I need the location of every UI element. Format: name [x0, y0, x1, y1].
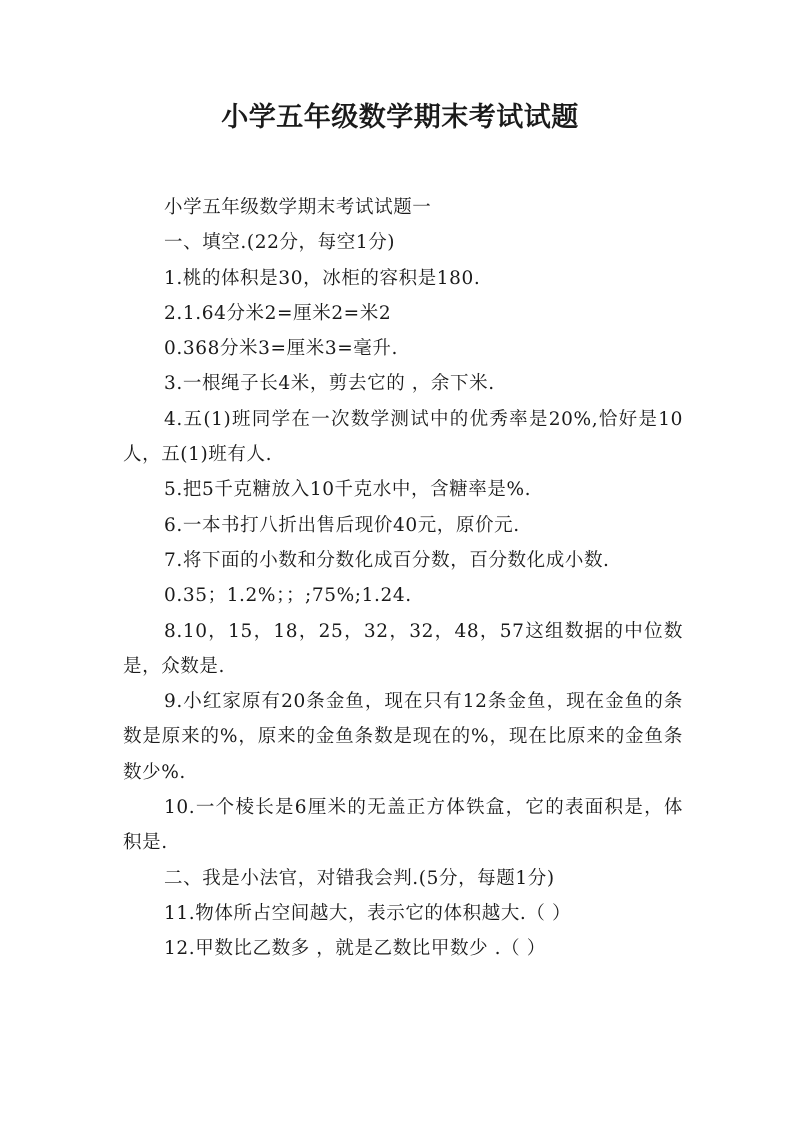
question-7-values: 0.35；1.2%；；;75%;1.24.: [164, 585, 412, 607]
question-5: 5.把5千克糖放入10千克水中，含糖率是%.: [164, 479, 532, 501]
subtitle-line: 小学五年级数学期末考试试题一: [164, 197, 432, 218]
question-8: 8.10，15，18，25，32，32，48，57这组数据的中位数是，众数是.: [123, 620, 683, 677]
question-2-continued: 0.368分米3=厘米3=毫升.: [164, 338, 398, 360]
document-body: [123, 190, 683, 967]
document-title: 小学五年级数学期末考试试题: [221, 102, 579, 133]
question-12: 12.甲数比乙数多 ，就是乙数比甲数少 .（ ）: [164, 938, 546, 960]
question-1: 1.桃的体积是30，冰柜的容积是180.: [164, 267, 481, 289]
section-heading-true-false: 二、我是小法官，对错我会判.(5分，每题1分): [164, 867, 555, 889]
question-6: 6.一本书打八折出售后现价40元，原价元.: [164, 514, 520, 536]
question-3: 3.一根绳子长4米，剪去它的 ，余下米.: [164, 373, 495, 395]
question-9: 9.小红家原有20条金鱼，现在只有12条金鱼，现在金鱼的条数是原来的%，原来的金鱼条数是现在的%，现在比原来的金鱼条数少%.: [123, 691, 683, 783]
question-2: 2.1.64分米2=厘米2=米2: [164, 302, 392, 324]
question-10: 10.一个棱长是6厘米的无盖正方体铁盒，它的表面积是，体积是.: [123, 797, 683, 854]
question-4: 4.五(1)班同学在一次数学测试中的优秀率是20%,恰好是10人，五(1)班有人.: [123, 408, 683, 466]
question-11: 11.物体所占空间越大，表示它的体积越大.（ ）: [164, 902, 572, 924]
section-heading-fill-blank: 一、填空.(22分，每空1分): [164, 232, 396, 254]
question-7: 7.将下面的小数和分数化成百分数，百分数化成小数.: [164, 549, 610, 571]
